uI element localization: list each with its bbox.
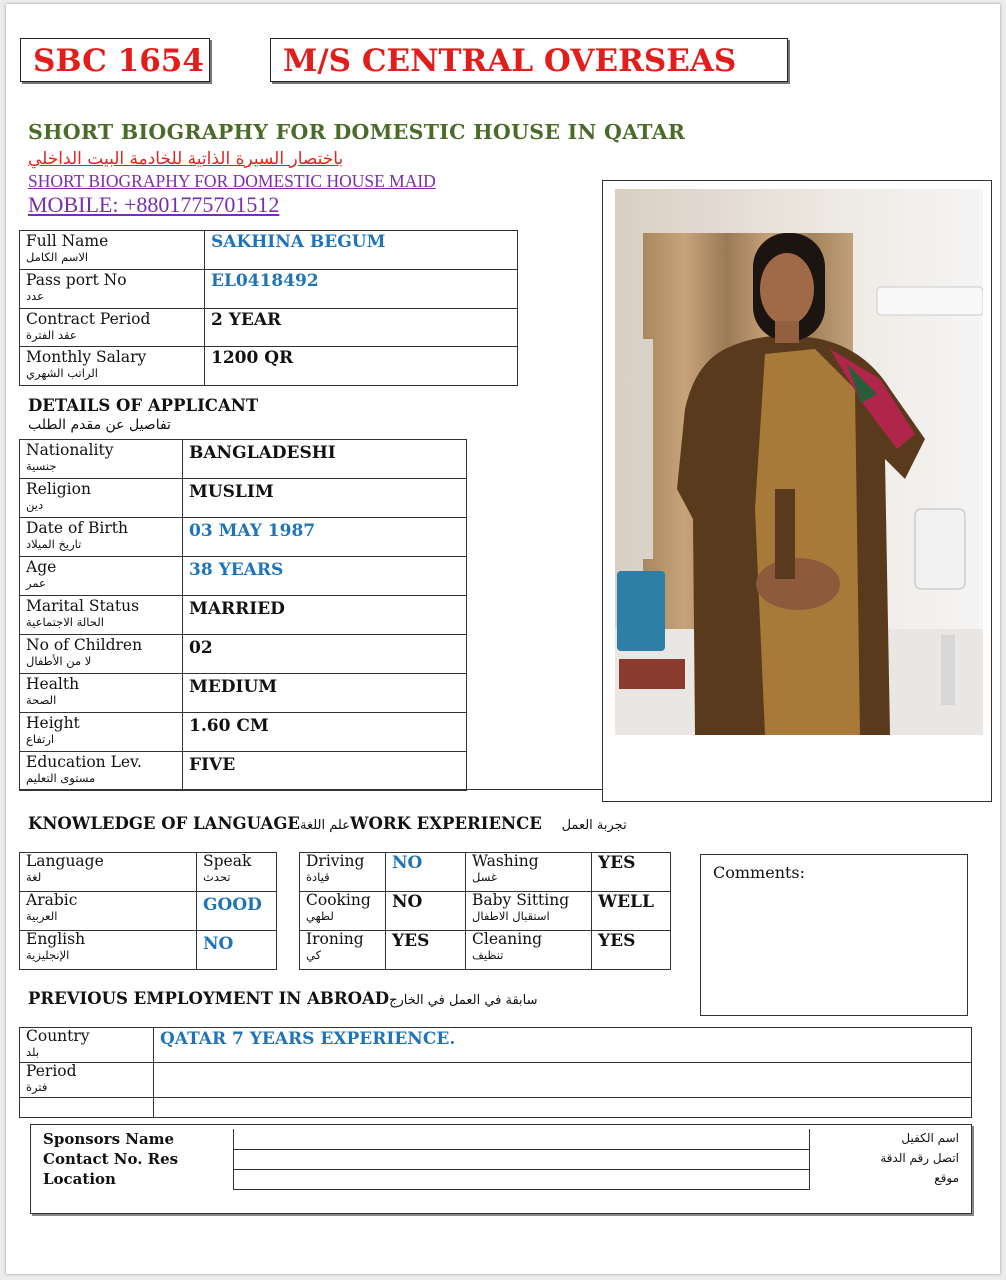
- skill-label-arabic: قيادة: [306, 870, 330, 884]
- field-label-arabic: الاسم الكامل: [26, 250, 89, 264]
- field-label: Marital Status: [26, 597, 140, 615]
- table-row: [20, 752, 467, 791]
- field-value: 1.60 CM: [183, 713, 467, 752]
- country-value: QATAR 7 YEARS EXPERIENCE.: [154, 1028, 972, 1063]
- details-heading-arabic: تفاصيل عن مقدم الطلب: [28, 417, 171, 433]
- table-row: [300, 853, 671, 892]
- sponsor-label-arabic: اسم الكفيل: [809, 1129, 965, 1149]
- field-label-arabic: عقد الفترة: [26, 328, 77, 342]
- sponsor-label: Contact No. Res: [37, 1149, 233, 1169]
- field-label-arabic: عدد: [26, 289, 45, 303]
- applicant-details-table: [19, 439, 467, 791]
- language-level: NO: [197, 931, 277, 970]
- table-row: [20, 853, 277, 892]
- skill-value: NO: [386, 853, 466, 892]
- skill-value: NO: [386, 892, 466, 931]
- language-name: Arabic: [26, 891, 78, 909]
- period-label: Period: [26, 1062, 77, 1080]
- skill-value: YES: [592, 853, 671, 892]
- table-row: [300, 931, 671, 970]
- field-value: MARRIED: [183, 596, 467, 635]
- personal-info-table: [19, 230, 518, 386]
- table-row: [20, 479, 467, 518]
- field-label: Monthly Salary: [26, 348, 147, 366]
- table-row: [37, 1149, 965, 1169]
- field-label: Age: [26, 558, 57, 576]
- salary-value: 1200 QR: [205, 347, 518, 386]
- work-heading-text: WORK EXPERIENCE: [349, 814, 542, 833]
- speak-col-label: Speak: [203, 852, 252, 870]
- field-label: Pass port No: [26, 271, 127, 289]
- field-label-arabic: الحالة الاجتماعية: [26, 615, 104, 629]
- table-row: [20, 892, 277, 931]
- language-level: GOOD: [197, 892, 277, 931]
- sponsor-label: Location: [37, 1169, 233, 1189]
- field-label-arabic: مستوى التعليم: [26, 771, 96, 785]
- table-row: [20, 347, 518, 386]
- applicant-photo: [615, 189, 983, 735]
- skill-label-arabic: استقبال الاطفال: [472, 909, 550, 923]
- comments-label: Comments:: [713, 863, 806, 882]
- sponsor-field[interactable]: [233, 1129, 809, 1149]
- skill-label-arabic: كي: [306, 948, 322, 962]
- language-heading-arabic: علم اللغة: [299, 818, 350, 833]
- table-row: [20, 1098, 972, 1118]
- reference-code: SBC 1654: [20, 38, 210, 82]
- skill-label: Cleaning: [472, 930, 543, 948]
- field-label: Height: [26, 714, 80, 732]
- comments-box[interactable]: [700, 854, 968, 1016]
- table-row: [20, 931, 277, 970]
- field-value: 03 MAY 1987: [183, 518, 467, 557]
- table-row: [20, 713, 467, 752]
- language-col-label: Language: [26, 852, 104, 870]
- language-heading: [28, 814, 627, 833]
- sponsor-label-arabic: اتصل رقم الدقة: [809, 1149, 965, 1169]
- period-value: [154, 1063, 972, 1098]
- agency-name: M/S CENTRAL OVERSEAS: [270, 38, 788, 82]
- sponsor-field[interactable]: [233, 1149, 809, 1169]
- language-name: English: [26, 930, 86, 948]
- table-row: [20, 231, 518, 270]
- previous-heading-text: PREVIOUS EMPLOYMENT IN ABROAD: [28, 989, 390, 1008]
- field-value: MEDIUM: [183, 674, 467, 713]
- skill-label-arabic: تنظيف: [472, 948, 504, 962]
- field-label: Contract Period: [26, 310, 151, 328]
- subtitle-link[interactable]: SHORT BIOGRAPHY FOR DOMESTIC HOUSE MAID: [28, 171, 436, 191]
- previous-employment-heading: [28, 989, 538, 1008]
- details-heading: DETAILS OF APPLICANT: [28, 396, 259, 415]
- language-table: [19, 852, 277, 970]
- skill-label-arabic: غسل: [472, 870, 497, 884]
- mobile-link[interactable]: MOBILE: +8801775701512: [28, 192, 280, 217]
- period-label-arabic: فترة: [26, 1080, 48, 1094]
- table-row: [37, 1129, 965, 1149]
- sponsor-label-arabic: موقع: [809, 1169, 965, 1189]
- field-label: Nationality: [26, 441, 114, 459]
- sponsor-table: [37, 1129, 965, 1190]
- skill-label: Driving: [306, 852, 365, 870]
- field-label: Date of Birth: [26, 519, 128, 537]
- field-label-arabic: تاريخ الميلاد: [26, 537, 82, 551]
- field-label: Religion: [26, 480, 91, 498]
- table-row: [20, 557, 467, 596]
- table-row: [20, 596, 467, 635]
- field-label: Health: [26, 675, 80, 693]
- sponsor-box: [30, 1124, 972, 1214]
- field-label-arabic: جنسية: [26, 459, 57, 473]
- work-heading-arabic: تجربة العمل: [561, 818, 627, 833]
- sponsor-label: Sponsors Name: [37, 1129, 233, 1149]
- work-experience-table: [299, 852, 671, 970]
- divider: [19, 789, 602, 790]
- passport-value: EL0418492: [205, 270, 518, 309]
- sponsor-field[interactable]: [233, 1169, 809, 1189]
- field-value: 02: [183, 635, 467, 674]
- previous-heading-arabic: سابقة في العمل في الخارج: [389, 993, 538, 1008]
- field-value: FIVE: [183, 752, 467, 791]
- country-label-arabic: بلد: [26, 1045, 40, 1059]
- field-label-arabic: الصحة: [26, 693, 57, 707]
- skill-label: Ironing: [306, 930, 364, 948]
- skill-label: Baby Sitting: [472, 891, 570, 909]
- table-row: [300, 892, 671, 931]
- photo-frame: [602, 180, 992, 802]
- table-row: [20, 440, 467, 479]
- table-row: [20, 635, 467, 674]
- field-label-arabic: دين: [26, 498, 44, 512]
- speak-col-arabic: تحدث: [203, 870, 231, 884]
- skill-label-arabic: لطهي: [306, 909, 334, 923]
- skill-label: Cooking: [306, 891, 371, 909]
- country-label: Country: [26, 1027, 90, 1045]
- table-row: [20, 309, 518, 347]
- table-row: [20, 674, 467, 713]
- table-row: [20, 1028, 972, 1063]
- previous-employment-table: [19, 1027, 972, 1118]
- field-value: 38 YEARS: [183, 557, 467, 596]
- table-row: [20, 270, 518, 309]
- skill-label: Washing: [472, 852, 539, 870]
- skill-value: YES: [386, 931, 466, 970]
- table-row: [37, 1169, 965, 1189]
- arabic-title: باختصار السيرة الذاتية للخادمة البيت الداخلي: [28, 149, 344, 169]
- field-label-arabic: ارتفاع: [26, 732, 55, 746]
- language-heading-text: KNOWLEDGE OF LANGUAGE: [28, 814, 300, 833]
- field-label: Full Name: [26, 232, 109, 250]
- field-label-arabic: عمر: [26, 576, 46, 590]
- skill-value: WELL: [592, 892, 671, 931]
- table-row: [20, 1063, 972, 1098]
- field-value: MUSLIM: [183, 479, 467, 518]
- language-name-arabic: العربية: [26, 909, 58, 923]
- skill-value: YES: [592, 931, 671, 970]
- field-label-arabic: الراتب الشهري: [26, 366, 98, 380]
- full-name-value: SAKHINA BEGUM: [205, 231, 518, 270]
- biodata-page: [6, 4, 1000, 1274]
- main-title: SHORT BIOGRAPHY FOR DOMESTIC HOUSE IN QATAR: [28, 120, 686, 144]
- language-name-arabic: الإنجليزية: [26, 948, 70, 962]
- table-row: [20, 518, 467, 557]
- contract-value: 2 YEAR: [205, 309, 518, 347]
- language-col-arabic: لغة: [26, 870, 42, 884]
- field-value: BANGLADESHI: [183, 440, 467, 479]
- field-label: Education Lev.: [26, 753, 142, 771]
- field-label: No of Children: [26, 636, 143, 654]
- field-label-arabic: لا من الأطفال: [26, 654, 92, 668]
